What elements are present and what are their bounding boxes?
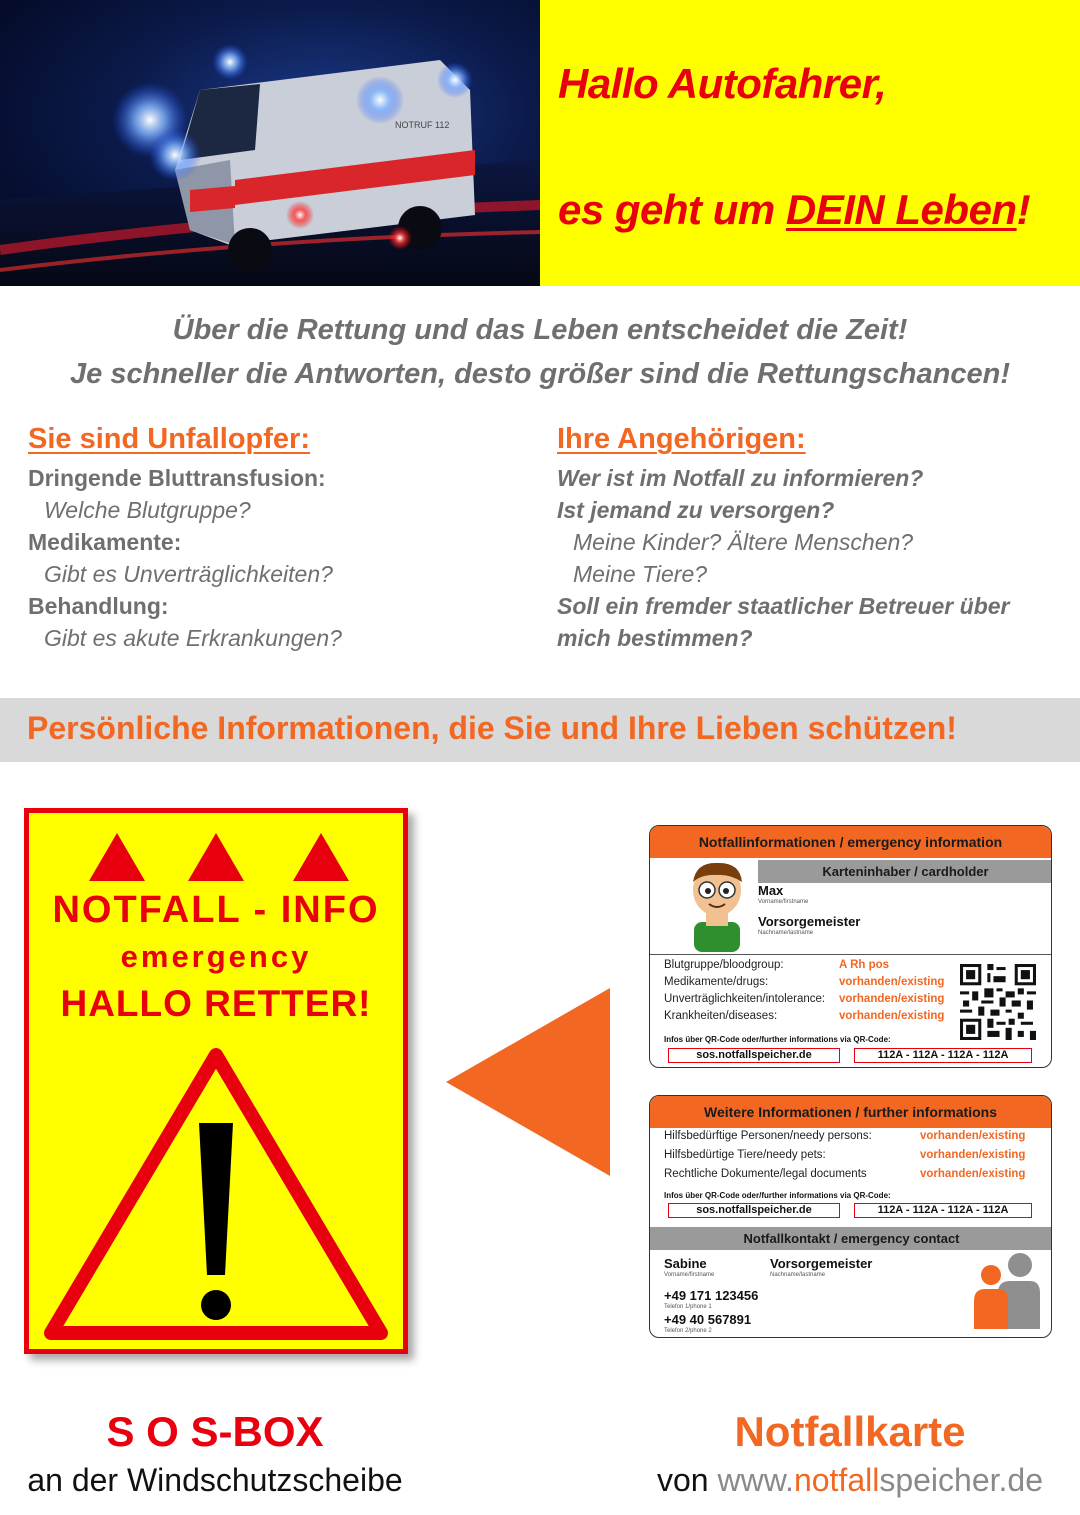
left-arrow-icon bbox=[444, 986, 614, 1178]
hero-line-2-emphasis: DEIN Leben bbox=[785, 186, 1017, 233]
victim-row: Welche Blutgruppe? bbox=[44, 497, 251, 523]
victim-row: Medikamente: bbox=[28, 529, 182, 555]
card1-url-box: sos.notfallspeicher.de bbox=[668, 1048, 840, 1063]
card2-code-box: 112A - 112A - 112A - 112A bbox=[854, 1203, 1032, 1218]
ambulance-photo bbox=[0, 0, 540, 286]
card1-header: Notfallinformationen / emergency information bbox=[650, 826, 1051, 858]
emergency-card-title: Notfallkarte bbox=[734, 1408, 966, 1455]
victim-column bbox=[28, 423, 548, 654]
card1-code-box: 112A - 112A - 112A - 112A bbox=[854, 1048, 1032, 1063]
emergency-card-subtitle bbox=[620, 1462, 1080, 1499]
field-value: vorhanden/existing bbox=[839, 1010, 945, 1022]
card2-header: Weitere Informationen / further informations bbox=[650, 1096, 1051, 1128]
victim-row: Gibt es Unverträglichkeiten? bbox=[44, 561, 333, 587]
url-notfall: notfall bbox=[793, 1462, 880, 1498]
field-label: Krankheiten/diseases: bbox=[664, 1010, 778, 1022]
victim-heading: Sie sind Unfallopfer: bbox=[28, 423, 310, 455]
hero-line-2-post: ! bbox=[1016, 186, 1031, 233]
field-value: vorhanden/existing bbox=[920, 1168, 1026, 1180]
info-band-text: Persönliche Informationen, die Sie und Ihre Lieben schützen! bbox=[27, 710, 957, 746]
emergency-contact-bar: Notfallkontakt / emergency contact bbox=[650, 1227, 1052, 1250]
field-label: Rechtliche Dokumente/legal documents bbox=[664, 1168, 867, 1180]
emergency-card-front bbox=[649, 825, 1052, 1068]
field-value: vorhanden/existing bbox=[920, 1149, 1026, 1161]
card1-divider bbox=[650, 954, 1051, 955]
sos-box-title: S O S-BOX bbox=[106, 1408, 324, 1455]
intro-line-1: Über die Rettung und das Leben entscheidet die Zeit! bbox=[172, 314, 908, 346]
relatives-row: Meine Tiere? bbox=[573, 561, 708, 587]
cardholder-lastname: Vorsorgemeister bbox=[758, 914, 861, 929]
victim-row: Behandlung: bbox=[28, 593, 169, 619]
cardholder-bar: Karteninhaber / cardholder bbox=[758, 860, 1052, 883]
cardholder-firstname: Max bbox=[758, 883, 784, 898]
victim-row: Dringende Bluttransfusion: bbox=[28, 465, 326, 491]
relatives-row: mich bestimmen? bbox=[557, 625, 753, 651]
field-label: Hilfsbedürftige Personen/needy persons: bbox=[664, 1130, 872, 1142]
qr-note: Infos über QR-Code oder/further informations via QR-Code: bbox=[664, 1191, 891, 1200]
avatar bbox=[684, 860, 750, 956]
card2-url-box: sos.notfallspeicher.de bbox=[668, 1203, 840, 1218]
field-value: vorhanden/existing bbox=[839, 976, 945, 988]
contact-lastname: Vorsorgemeister bbox=[770, 1256, 873, 1271]
field-label: Medikamente/drugs: bbox=[664, 976, 769, 988]
sign-subtitle: emergency bbox=[120, 939, 312, 974]
field-value: vorhanden/existing bbox=[839, 993, 945, 1005]
info-band bbox=[0, 698, 1080, 762]
contact-firstname: Sabine bbox=[664, 1256, 707, 1271]
lastname-caption: Nachname/lastname bbox=[770, 1272, 826, 1278]
relatives-row: Meine Kinder? Ältere Menschen? bbox=[573, 529, 914, 555]
firstname-caption: Vorname/firstname bbox=[758, 899, 809, 905]
ambulance-illustration bbox=[0, 0, 540, 286]
url-tld: .de bbox=[998, 1462, 1043, 1498]
url-www: www. bbox=[717, 1462, 794, 1498]
field-value: A Rh pos bbox=[839, 959, 890, 971]
contact-phone-2: +49 40 567891 bbox=[664, 1312, 752, 1327]
hero-line-2 bbox=[558, 186, 1030, 234]
firstname-caption: Vorname/firstname bbox=[664, 1272, 715, 1278]
qr-note: Infos über QR-Code oder/further informations via QR-Code: bbox=[664, 1035, 891, 1044]
people-icon bbox=[974, 1251, 1040, 1329]
ambulance-side-text: NOTRUF 112 bbox=[395, 120, 450, 130]
small-warning-triangle-icon bbox=[293, 833, 349, 881]
lastname-caption: Nachname/lastname bbox=[758, 930, 814, 936]
sign-title: NOTFALL - INFO bbox=[52, 889, 380, 931]
url-speicher: speicher bbox=[879, 1462, 999, 1498]
warning-exclamation-icon bbox=[51, 1055, 381, 1333]
field-value: vorhanden/existing bbox=[920, 1130, 1026, 1142]
hero-panel bbox=[540, 0, 1080, 286]
field-label: Blutgruppe/bloodgroup: bbox=[664, 959, 784, 971]
relatives-column bbox=[557, 423, 1077, 654]
small-warning-triangle-icon bbox=[89, 833, 145, 881]
phone1-caption: Telefon 1/phone 1 bbox=[664, 1304, 712, 1310]
contact-phone-1: +49 171 123456 bbox=[664, 1288, 759, 1303]
field-label: Unverträglichkeiten/intolerance: bbox=[664, 993, 826, 1005]
victim-row: Gibt es akute Erkrankungen? bbox=[44, 625, 342, 651]
sos-box-sign bbox=[24, 808, 408, 1354]
sos-box-subtitle: an der Windschutzscheibe bbox=[27, 1462, 403, 1498]
small-warning-triangle-icon bbox=[188, 833, 244, 881]
relatives-heading: Ihre Angehörigen: bbox=[557, 423, 806, 455]
hero-line-2-pre: es geht um bbox=[558, 186, 786, 233]
sign-callout: HALLO RETTER! bbox=[60, 983, 372, 1024]
field-label: Hilfsbedürtige Tiere/needy pets: bbox=[664, 1149, 826, 1161]
phone2-caption: Telefon 2/phone 2 bbox=[664, 1328, 712, 1334]
hero-line-1: Hallo Autofahrer, bbox=[558, 60, 887, 107]
subtitle-prefix: von bbox=[657, 1462, 718, 1498]
relatives-row: Soll ein fremder staatlicher Betreuer über bbox=[557, 593, 1010, 619]
emergency-card-back bbox=[649, 1095, 1052, 1338]
qr-code-icon bbox=[960, 964, 1036, 1040]
relatives-row: Wer ist im Notfall zu informieren? bbox=[557, 465, 924, 491]
relatives-row: Ist jemand zu versorgen? bbox=[557, 497, 835, 523]
intro-line-2: Je schneller die Antworten, desto größer sind die Rettungschancen! bbox=[70, 358, 1010, 390]
